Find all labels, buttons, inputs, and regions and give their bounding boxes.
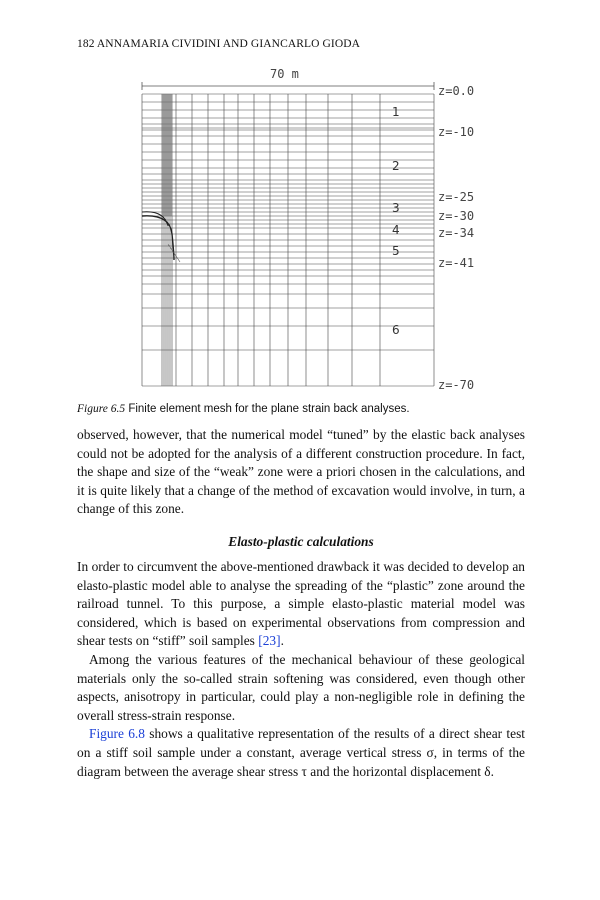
zone-label-4: 4	[392, 223, 400, 237]
paragraph-2-text: In order to circumvent the above-mentioned drawback it was decided to develop an elasto-plastic model able to analyse the spreading of the “plastic” zone around the railroad tunnel. To this purpose, a simple elasto-plastic material model was considered, which is based on experimental observations from compression and shear tests on “stiff” soil samples	[77, 559, 525, 649]
paragraph-1	[77, 426, 525, 519]
caption-text: Finite element mesh for the plane strain back analyses.	[125, 403, 410, 415]
paragraph-4-text: shows a qualitative representation of the results of a direct shear test on a stiff soil sample under a constant, average vertical stress σ, in terms of the diagram between the average shear stress τ and the horizontal displacement δ.	[77, 726, 525, 779]
paragraph-1-text: observed, however, that the numerical model “tuned” by the elastic back analyses could not be adopted for the analysis of a different construction procedure. In fact, the shape and size of the “weak” zone were a priori chosen in the calculations, and it is quite likely that a change of the method of excavation would involve, in turn, a change of this zone.	[77, 427, 525, 517]
running-head: 182 ANNAMARIA CIVIDINI AND GIANCARLO GIODA	[77, 38, 361, 50]
reference-23-link[interactable]: [23]	[258, 633, 281, 649]
elevation-label-10: z=-10	[438, 125, 475, 139]
zone-label-3: 3	[392, 201, 400, 215]
width-label: 70 m	[270, 67, 299, 81]
paragraph-3: Among the various features of the mechanical behaviour of these geological materials only the so-called strain softening was considered, even though other aspects, anisotropy in particular, could play a non-negligible role in defining the overall stress-strain response.	[77, 651, 525, 723]
zone-label-6: 6	[392, 323, 400, 337]
elevation-label-34: z=-34	[438, 226, 475, 240]
paragraph-2	[77, 558, 525, 651]
mesh-grid	[142, 94, 434, 386]
finite-element-mesh-figure	[130, 64, 490, 398]
figure-number: Figure 6.5	[77, 403, 126, 415]
paragraph-4	[77, 725, 525, 781]
mesh-drawing	[130, 64, 490, 398]
elevation-label-25: z=-25	[438, 190, 475, 204]
figure-caption	[77, 403, 410, 415]
elevation-label-30: z=-30	[438, 209, 475, 223]
paragraph-2-end: .	[280, 633, 284, 649]
elevation-label-41: z=-41	[438, 256, 475, 270]
zone-label-1: 1	[392, 105, 400, 119]
zone-label-5: 5	[392, 244, 400, 258]
body-text	[77, 558, 525, 781]
elevation-label-70: z=-70	[438, 378, 475, 392]
elevation-label-0: z=0.0	[438, 84, 475, 98]
section-heading: Elasto-plastic calculations	[228, 534, 374, 549]
zone-label-2: 2	[392, 159, 400, 173]
figure-6-8-link[interactable]: Figure 6.8	[89, 726, 145, 742]
tunnel-boundary	[142, 216, 174, 260]
tunnel-lining-zone	[162, 94, 172, 216]
